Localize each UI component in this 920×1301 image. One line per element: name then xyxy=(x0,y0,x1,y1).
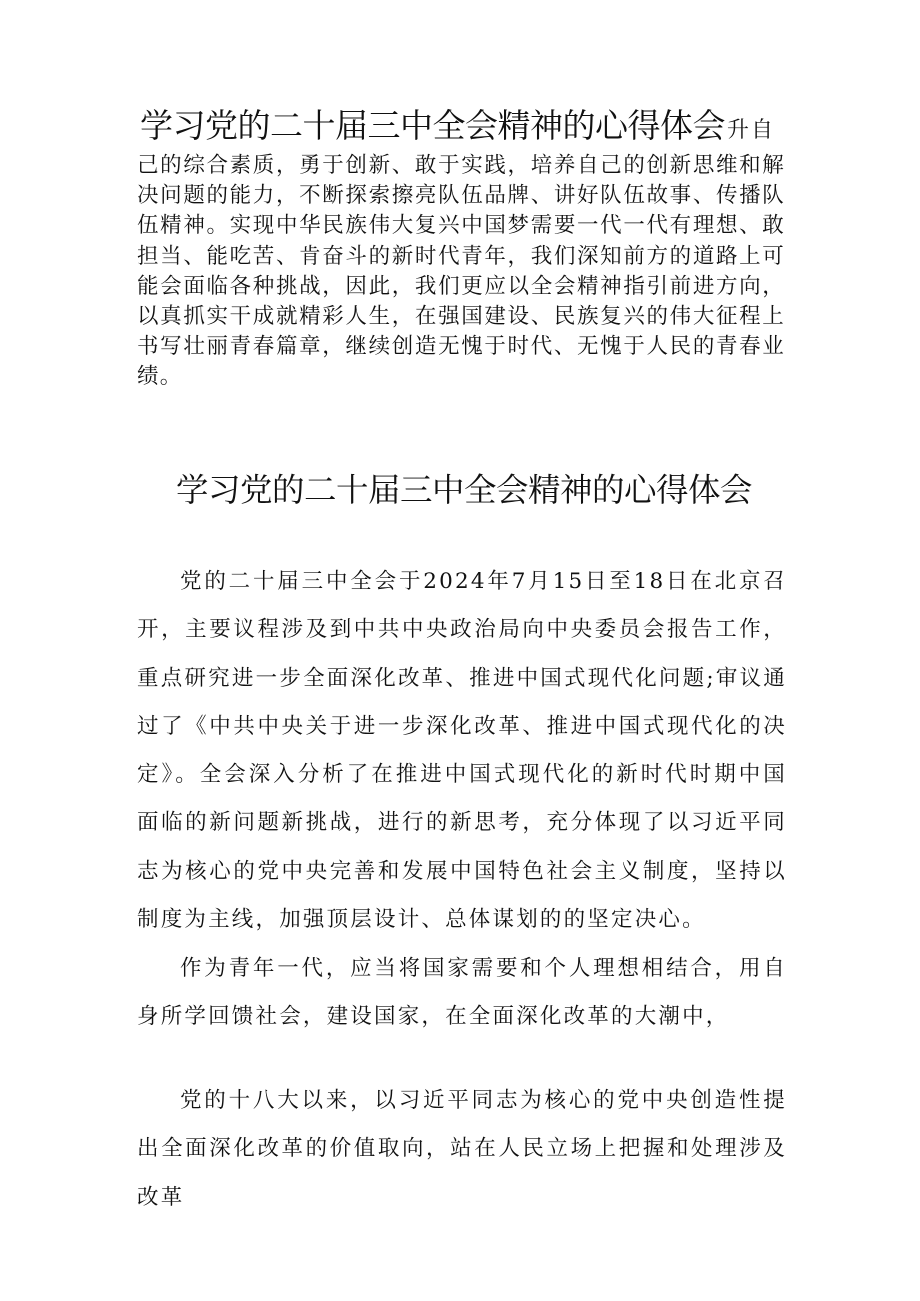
body-paragraph-2 xyxy=(137,945,787,1042)
section-title: 学习党的二十届三中全会精神的心得体会 xyxy=(175,471,752,509)
body-paragraph-1 xyxy=(137,558,787,944)
paragraph-text: 党的二十届三中全会于2024年7月15日至18日在北京召开，主要议程涉及到中共中央政治局向中央委员会报告工作，重点研究进一步全面深化改革、推进中国式现代化问题;审议通过了《中共中央关于进一步深化改革、推进中国式现代化的决定》。全会深入分析了在推进中国式现代化的新时代时期中国面临的新问题新挑战，进行的新思考，充分体现了以习近平同志为核心的党中央完善和发展中国特色社会主义制度，坚持以制度为主线，加强顶层设计、总体谋划的的坚定决心。 xyxy=(137,569,787,933)
body-paragraph-3 xyxy=(137,1077,787,1222)
top-heading-title: 学习党的二十届三中全会精神的心得体会 xyxy=(140,106,725,145)
paragraph-text: 党的十八大以来，以习近平同志为核心的党中央创造性提出全面深化改革的价值取向，站在人民立场上把握和处理涉及改革 xyxy=(137,1088,787,1210)
paragraph-text: 作为青年一代，应当将国家需要和个人理想相结合，用自身所学回馈社会，建设国家，在全面深化改革的大潮中， xyxy=(137,956,787,1030)
top-heading-tail: 升自 xyxy=(727,118,776,143)
top-heading xyxy=(140,106,775,151)
top-paragraph: 己的综合素质，勇于创新、敢于实践，培养自己的创新思维和解决问题的能力，不断探索擦亮队伍品牌、讲好队伍故事、传播队伍精神。实现中华民族伟大复兴中国梦需要一代一代有理想、敢担当、能吃苦、肯奋斗的新时代青年，我们深知前方的道路上可能会面临各种挑战，因此，我们更应以全会精神指引前进方向，以真抓实干成就精彩人生，在强国建设、民族复兴的伟大征程上书写壮丽青春篇章，继续创造无愧于时代、无愧于人民的青春业绩。 xyxy=(137,153,785,390)
